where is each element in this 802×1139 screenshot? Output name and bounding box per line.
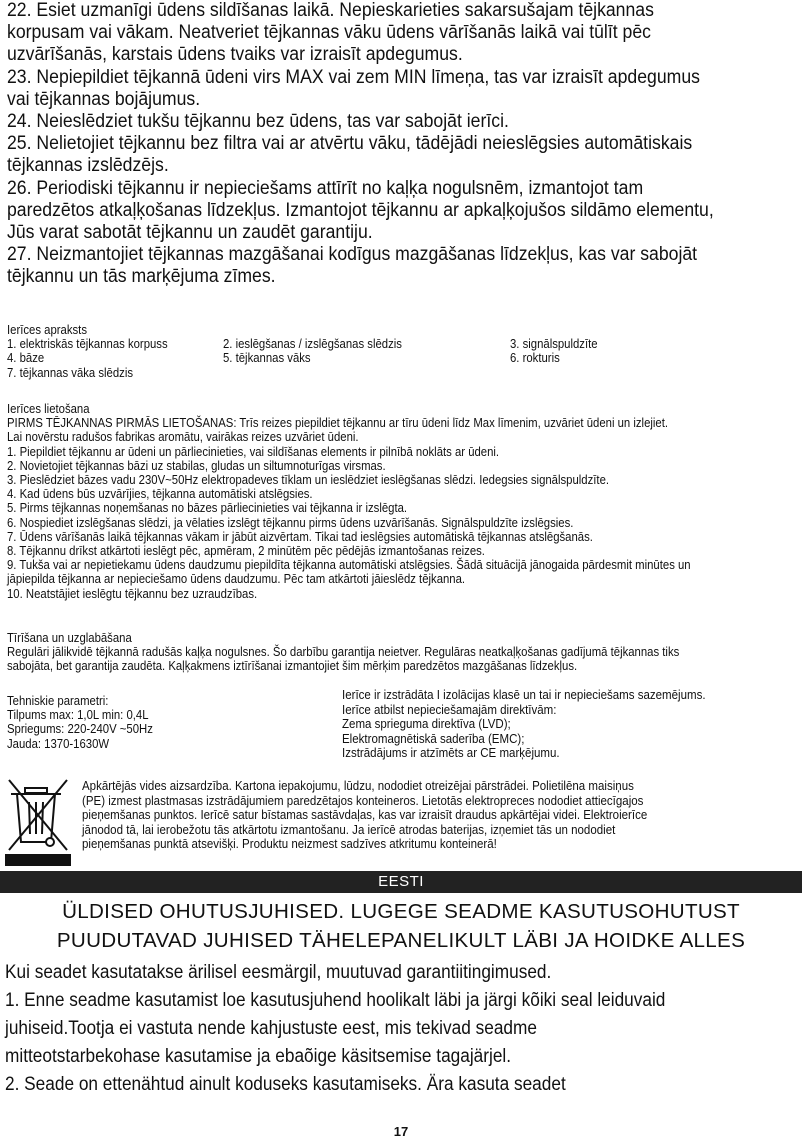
text-line: 8. Tējkannu drīkst atkārtoti ieslēgt pēc, apmēram, 2 minūtēm pēc pēdējās izmantošanas reizes. [7, 544, 485, 559]
part-label: 5. tējkannas vāks [223, 351, 311, 366]
text-line: 10. Neatstājiet ieslēgtu tējkannu bez uzraudzības. [7, 586, 258, 601]
part-label: 6. rokturis [510, 351, 560, 366]
text-line: 22. Esiet uzmanīgi ūdens sildīšanas laikā. Nepieskarieties sakarsušajam tējkannas [7, 0, 654, 21]
safety-items-lv [7, 0, 720, 288]
text-line: jāpiepilda tējkanna ar nepieciešamo ūdens daudzumu. Pēc tam atkārtoti jāieslēdz tējkanna. [7, 572, 466, 587]
text-line: 2. Seade on ettenähtud ainult koduseks kasutamiseks. Ära kasuta seadet [5, 1073, 566, 1095]
text-line: Lai novērstu radušos fabrikas aromātu, vairākas reizes uzvāriet ūdeni. [7, 430, 359, 445]
text-line: Jūs varat sabotāt tējkannu un zaudēt garantiju. [7, 221, 373, 244]
part-label: 2. ieslēgšanas / izslēgšanas slēdzis [223, 337, 402, 352]
language-section-band: EESTI [0, 871, 802, 893]
part-label: 4. bāze [7, 351, 45, 366]
directives [342, 688, 706, 761]
text-line: 27. Neizmantojiet tējkannas mazgāšanai kodīgus mazgāšanas līdzekļus, kas var sabojāt [7, 243, 698, 266]
text-line: (PE) izmest plastmasas izstrādājumiem paredzētajos konteineros. Lietotās elektropreces nododiet attiecīgajos [82, 792, 644, 808]
part-label: 7. tējkannas vāka slēdzis [7, 365, 134, 380]
part-label: 3. signālspuldzīte [510, 337, 598, 352]
text-line: Apkārtējās vides aizsardzība. Kartona iepakojumu, lūdzu, nododiet otreizējai pārstrādei. Polietilēna maisiņus [82, 778, 634, 793]
text-line: 7. Ūdens vārīšanās laikā tējkannas vākam ir jābūt aizvērtam. Tikai tad ieslēgsies automātiskā tējkannas atslēgšanās. [7, 529, 593, 544]
safety-heading-line: PUUDUTAVAD JUHISED TÄHELEPANELIKULT LÄBI JA HOIDKE ALLES [56, 929, 746, 952]
text-line: 3. Pieslēdziet bāzes vadu 230V~50Hz elektropadeves tīklam un ieslēdziet ieslēgšanas slēdzi. Iedegsies signālspuldzīte. [7, 473, 610, 488]
technical-specs [7, 694, 153, 751]
text-line: 1. Piepildiet tējkannu ar ūdeni un pārliecinieties, vai sildīšanas elements ir pilnībā noklāts ar ūdeni. [7, 444, 500, 459]
text-line: 25. Nelietojiet tējkannu bez filtra vai ar atvērtu vāku, tādējādi neieslēgsies automātiskais [7, 132, 693, 155]
safety-heading-line: ÜLDISED OHUTUSJUHISED. LUGEGE SEADME KASUTUSOHUTUST [62, 900, 740, 923]
text-line: vai tējkannas bojājumus. [7, 87, 201, 110]
text-line: tējkannu un tās marķējuma zīmes. [7, 265, 276, 288]
text-line: Ierīce ir izstrādāta I izolācijas klasē un tai ir nepieciešams sazemējums. [342, 687, 706, 702]
page-number: 17 [393, 1124, 409, 1139]
section-title: Ierīces apraksts [7, 323, 88, 337]
text-line: 4. Kad ūdens būs uzvārījies, tējkanna automātiski atslēgsies. [7, 487, 313, 502]
spec-line: Spriegums: 220-240V ~50Hz [7, 722, 153, 737]
text-line: 26. Periodiski tējkannu ir nepieciešams attīrīt no kaļķa nogulsnēm, izmantojot tam [7, 176, 644, 199]
spec-line: Tilpums max: 1,0L min: 0,4L [7, 708, 149, 723]
text-line: sabojāta, bet garantija zaudēta. Kaļķakmens iztīrīšanai izmantojiet šim mērķim paredzētos mazgāšanas līdzekļus. [7, 659, 578, 674]
text-line: Regulāri jālikvidē tējkannā radušās kaļķa nogulsnes. Šo darbību garantija neietver. Regulāras neatkaļķošanas gadījumā tējkannas tiks [7, 645, 680, 660]
text-line: 1. Enne seadme kasutamist loe kasutusjuhend hoolikalt läbi ja järgi kõiki seal leiduvaid [5, 989, 666, 1011]
text-line: Elektromagnētiskā saderība (EMC); [342, 730, 525, 746]
section-title: Tīrīšana un uzglabāšana [7, 631, 132, 645]
text-line: 6. Nospiediet izslēgšanas slēdzi, ja vēlaties izslēgt tējkannu pirms ūdens uzvārīšanās. Signālspuldzīte izslēgsies. [7, 515, 574, 530]
text-line: Ierīce atbilst nepieciešamajām direktīvām: [342, 701, 557, 717]
text-line: mitteotstarbekohase kasutamise ja ebaõige käsitsemise tagajärjel. [5, 1045, 512, 1067]
text-line: jānodod tā, lai ierobežotu tās atkārtotu izmantošanu. Ja ierīcē atrodas baterijas, izņemiet tās un nododiet [82, 821, 616, 837]
text-line: Zema sprieguma direktīva (LVD); [342, 716, 511, 732]
text-line: Izstrādājums ir atzīmēts ar CE marķējumu. [342, 745, 560, 761]
text-line: 2. Novietojiet tējkannas bāzi uz stabilas, gludas un siltumnoturīgas virsmas. [7, 458, 386, 473]
section-title: Ierīces lietošana [7, 402, 90, 416]
text-line: pieņemšanas punktā atsevišķi. Produktu neizmest sadzīves atkritumu konteinerā! [82, 836, 497, 852]
text-line: 5. Pirms tējkannas noņemšanas no bāzes pārliecinieties vai tējkanna ir izslēgta. [7, 501, 408, 516]
text-line: pieņemšanas punktos. Ierīcē satur bīstamas sastāvdaļas, kas var izraisīt draudus apkārtējai videi. Elektroierīce [82, 807, 648, 823]
text-line: 24. Neieslēdziet tukšu tējkannu bez ūdens, tas var sabojāt ierīci. [7, 110, 509, 133]
text-line: juhiseid.Tootja ei vastuta nende kahjustuste eest, mis tekivad seadme [5, 1017, 537, 1039]
crossed-out-wheelie-bin-icon [5, 776, 71, 868]
text-line: uzvārīšanās, karstais ūdens tvaiks var izraisīt apdegumus. [7, 43, 463, 66]
text-line: PIRMS TĒJKANNAS PIRMĀS LIETOŠANAS: Trīs reizes piepildiet tējkannu ar tīru ūdeni līdz Max līmenim, uzvāriet ūdeni un izlejiet. [7, 416, 669, 431]
cleaning-section [7, 631, 679, 674]
text-line: tējkannas izslēdzējs. [7, 154, 169, 177]
usage-section [7, 402, 691, 601]
text-line: 23. Nepiepildiet tējkannā ūdeni virs MAX vai zem MIN līmeņa, tas var izraisīt apdegumus [7, 65, 700, 88]
spec-line: Jauda: 1370-1630W [7, 736, 110, 751]
environment-note [82, 779, 647, 852]
text-line: Kui seadet kasutatakse ärilisel eesmärgil, muutuvad garantiitingimused. [5, 961, 552, 983]
text-line: paredzētos atkaļķošanas līdzekļus. Izmantojot tējkannu ar apkaļķojušos sildāmo elementu, [7, 198, 714, 221]
text-line: korpusam vai vākam. Neatveriet tējkannas vāku ūdens vārīšanās laikā vai tūlīt pēc [7, 21, 651, 44]
part-label: 1. elektriskās tējkannas korpuss [7, 337, 168, 352]
text-line: 9. Tukša vai ar nepietiekamu ūdens daudzumu piepildīta tējkanna automātiski atslēgsies. Šādā situācijā jānogaida pārdesmit minūtes un [7, 558, 691, 573]
estonian-instructions [5, 958, 665, 1098]
section-title: Tehniskie parametri: [7, 694, 109, 708]
